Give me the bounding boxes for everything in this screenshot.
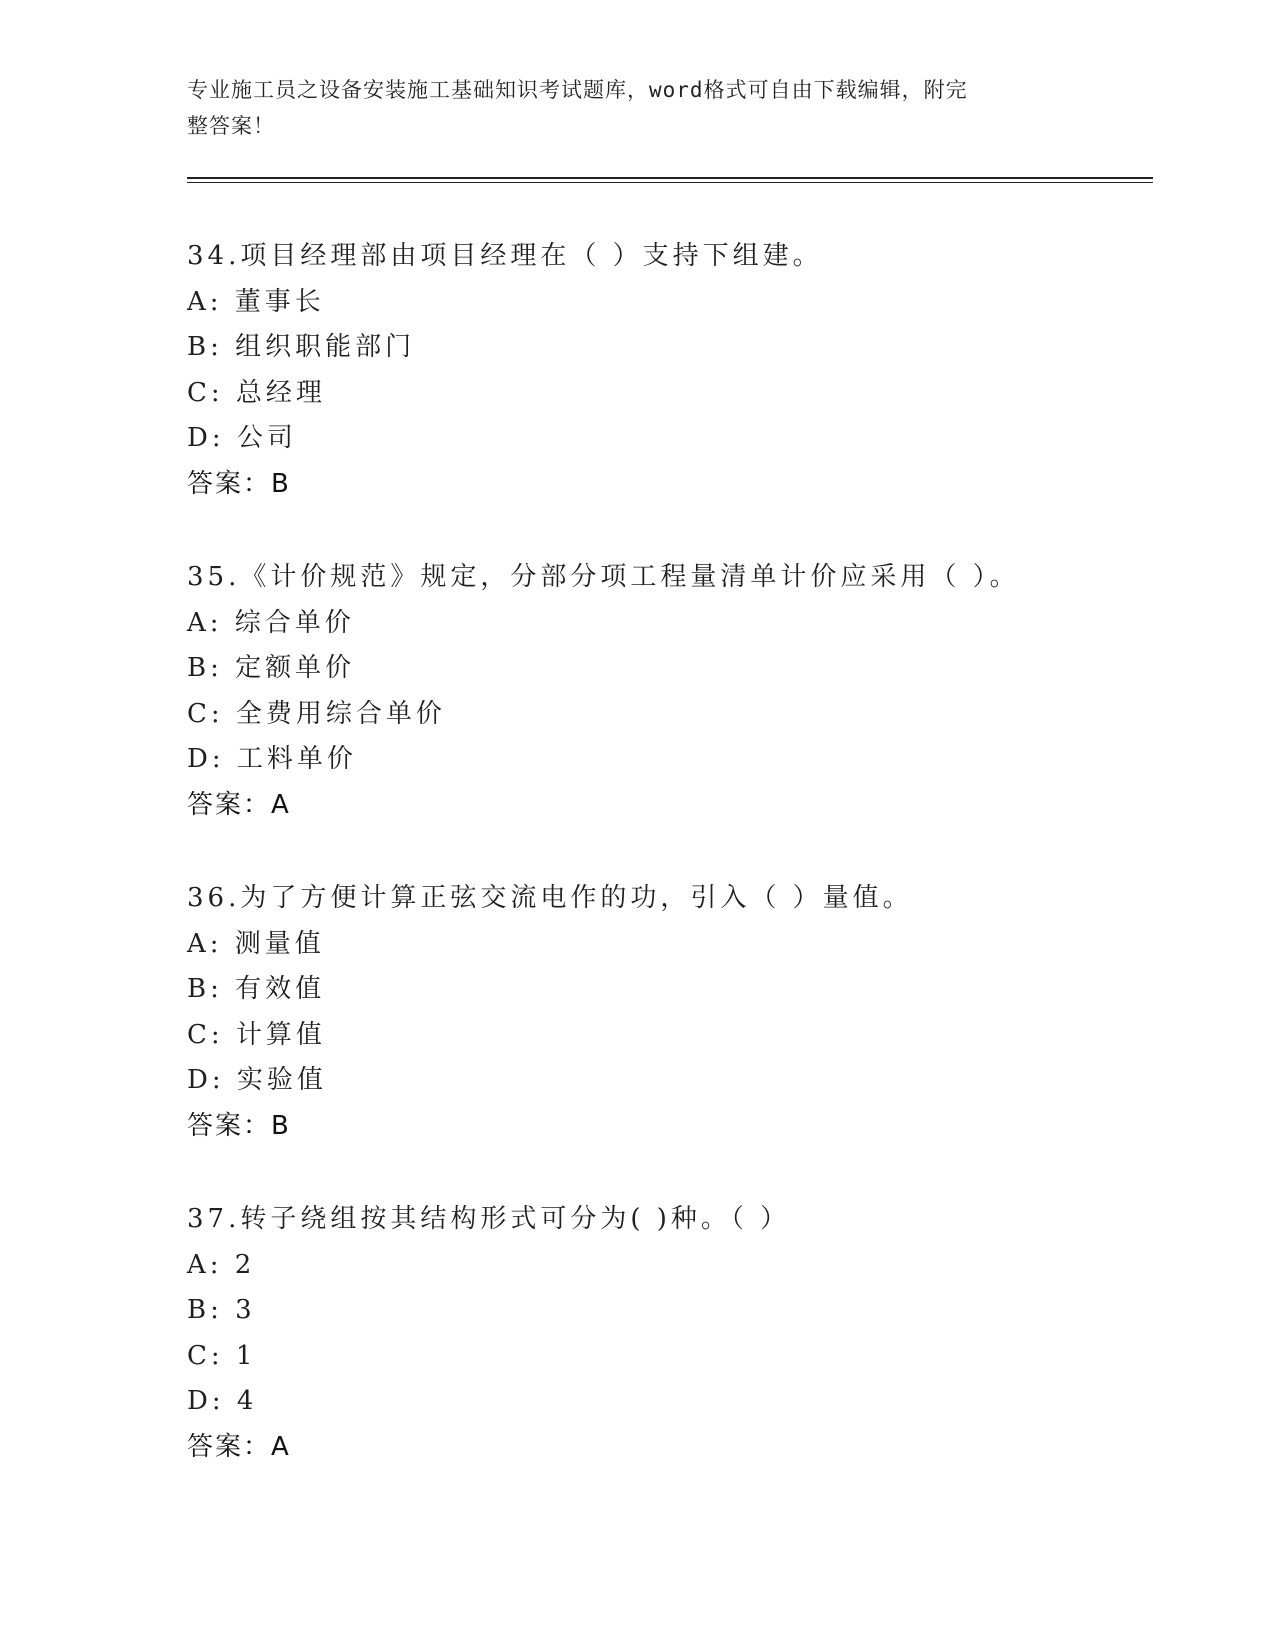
option-c: C: 全费用综合单价	[187, 698, 446, 729]
option-b: B: 组织职能部门	[187, 332, 416, 362]
question-stem: 34.项目经理部由项目经理在（ ）支持下组建。	[187, 241, 823, 271]
option-c: C: 总经理	[187, 377, 326, 408]
option-d: D: 4	[187, 1386, 258, 1416]
answer-line: 答案：A	[187, 789, 291, 820]
question-item	[187, 555, 1153, 828]
question-item	[187, 876, 1153, 1149]
option-b: B: 3	[187, 1295, 256, 1325]
header-line-2: 整答案！	[187, 114, 275, 138]
option-a: A: 测量值	[187, 928, 325, 959]
option-b: B: 有效值	[187, 974, 326, 1004]
question-stem: 37.转子绕组按其结构形式可分为( )种。（ ）	[187, 1204, 791, 1234]
header-divider-thick	[187, 177, 1153, 179]
answer-line: 答案：B	[187, 1110, 291, 1141]
question-item	[187, 1197, 1153, 1470]
header-divider-thin	[187, 182, 1153, 183]
answer-line: 答案：A	[187, 1431, 291, 1462]
option-b: B: 定额单价	[187, 653, 356, 683]
option-a: A: 综合单价	[187, 607, 355, 638]
question-item	[187, 234, 1153, 507]
option-c: C: 1	[187, 1340, 257, 1371]
option-a: A: 董事长	[187, 286, 325, 317]
question-stem: 36.为了方便计算正弦交流电作的功，引入（ ）量值。	[187, 883, 913, 913]
option-c: C: 计算值	[187, 1019, 326, 1050]
answer-line: 答案：B	[187, 468, 291, 499]
question-list	[187, 234, 1153, 1518]
option-d: D: 工料单价	[187, 744, 357, 774]
document-header	[187, 72, 1067, 144]
option-a: A: 2	[187, 1249, 256, 1280]
option-d: D: 实验值	[187, 1065, 327, 1095]
option-d: D: 公司	[187, 423, 297, 453]
header-line-1: 专业施工员之设备安装施工基础知识考试题库，word格式可自由下载编辑，附完	[187, 78, 968, 102]
question-stem: 35.《计价规范》规定，分部分项工程量清单计价应采用（ ）。	[187, 562, 1020, 592]
